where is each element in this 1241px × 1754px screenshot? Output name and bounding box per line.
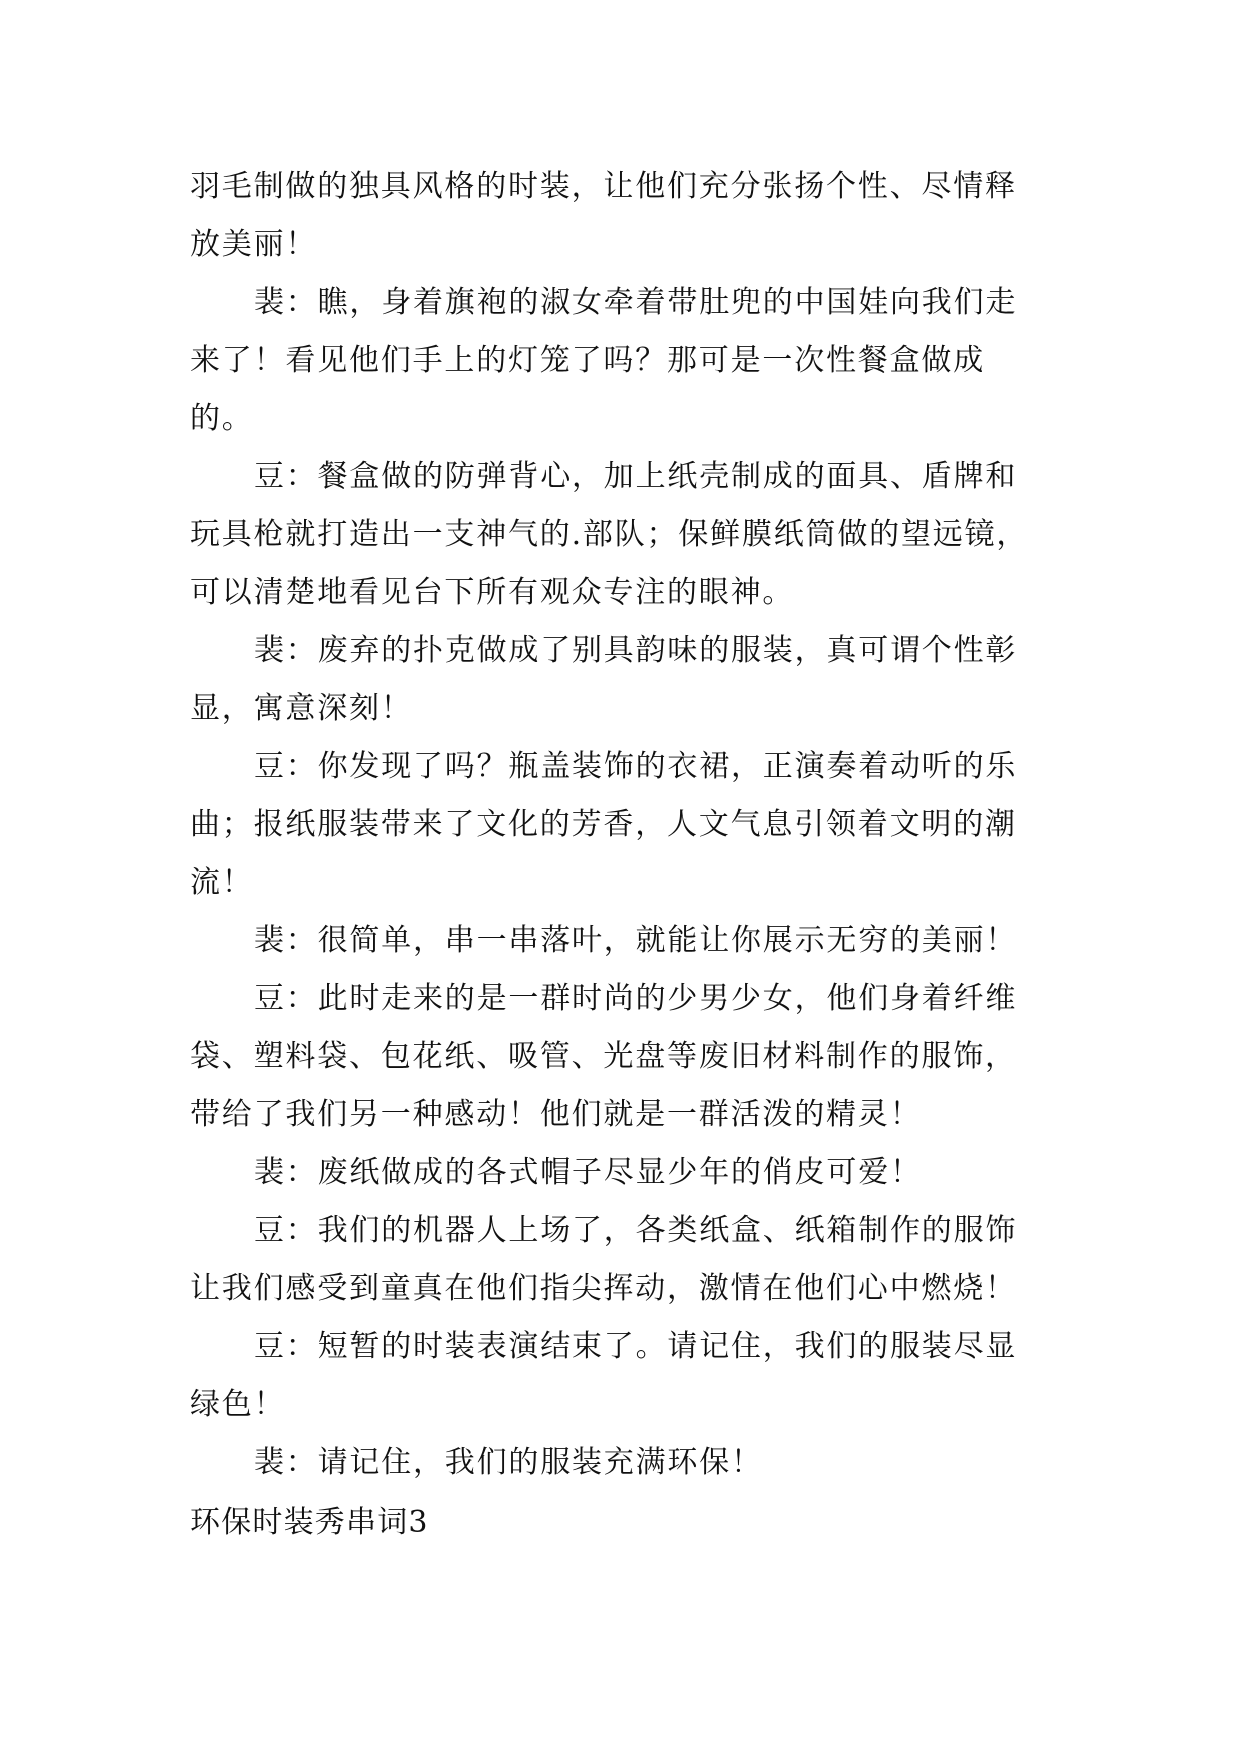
text-line: 流！ (190, 865, 254, 900)
text-line: 羽毛制做的独具风格的时装，让他们充分张扬个性、尽情释 (190, 169, 1017, 204)
dialogue-line: 裴：请记住，我们的服装充满环保！ (254, 1445, 763, 1480)
dialogue-line: 裴：瞧，身着旗袍的淑女牵着带肚兜的中国娃向我们走 (254, 285, 1018, 320)
dialogue-line: 裴：废纸做成的各式帽子尽显少年的俏皮可爱！ (254, 1155, 922, 1190)
text-line: 带给了我们另一种感动！他们就是一群活泼的精灵！ (190, 1097, 922, 1132)
text-line: 袋、塑料袋、包花纸、吸管、光盘等废旧材料制作的服饰， (190, 1039, 1017, 1074)
dialogue-line: 豆：此时走来的是一群时尚的少男少女，他们身着纤维 (254, 981, 1018, 1016)
section-heading: 环保时装秀串词3 (190, 1505, 429, 1540)
text-line: 玩具枪就打造出一支神气的.部队；保鲜膜纸筒做的望远镜， (190, 517, 1029, 552)
text-line: 曲；报纸服装带来了文化的芳香，人文气息引领着文明的潮 (190, 807, 1017, 842)
text-line: 让我们感受到童真在他们指尖挥动，激情在他们心中燃烧！ (190, 1271, 1017, 1306)
text-line: 可以清楚地看见台下所有观众专注的眼神。 (190, 575, 795, 610)
dialogue-line: 豆：我们的机器人上场了，各类纸盒、纸箱制作的服饰 (254, 1213, 1018, 1248)
text-line: 放美丽！ (190, 227, 318, 262)
text-line: 的。 (190, 401, 254, 436)
text-line: 绿色！ (190, 1387, 286, 1422)
document-body (190, 158, 1050, 1492)
dialogue-line: 裴：废弃的扑克做成了别具韵味的服装，真可谓个性彰 (254, 633, 1018, 668)
text-line: 来了！看见他们手上的灯笼了吗？那可是一次性餐盒做成 (190, 343, 985, 378)
dialogue-line: 豆：你发现了吗？瓶盖装饰的衣裙，正演奏着动听的乐 (254, 749, 1018, 784)
dialogue-line: 豆：餐盒做的防弹背心，加上纸壳制成的面具、盾牌和 (254, 459, 1018, 494)
dialogue-line: 裴：很简单，串一串落叶，就能让你展示无穷的美丽！ (254, 923, 1018, 958)
dialogue-line: 豆：短暂的时装表演结束了。请记住，我们的服装尽显 (254, 1329, 1018, 1364)
text-line: 显，寓意深刻！ (190, 691, 413, 726)
